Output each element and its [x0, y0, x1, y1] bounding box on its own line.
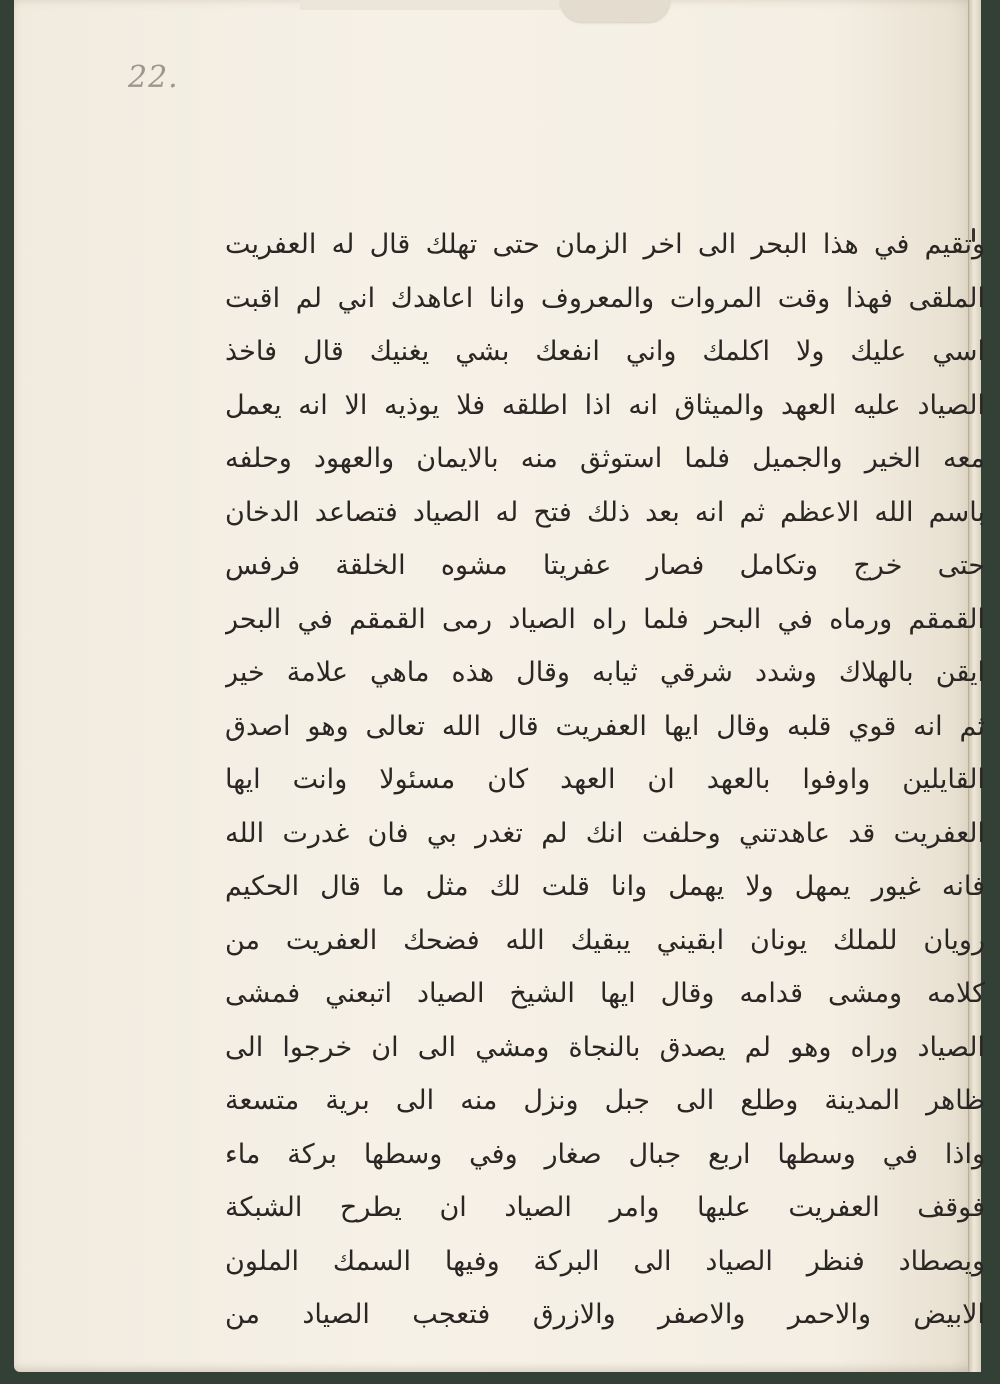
text-line: العفريت قد عاهدتني وحلفت انك لم تغدر بي فان غدرت الله: [225, 817, 985, 849]
text-line: واذا في وسطها اربع جبال صغار وفي وسطها بركة ماء: [225, 1138, 985, 1170]
text-line: باسم الله الاعظم ثم انه بعد ذلك فتح له الصياد فتصاعد الدخان: [225, 496, 985, 528]
text-line: كلامه ومشى قدامه وقال ايها الشيخ الصياد اتبعني فمشى: [225, 978, 985, 1009]
text-line: اسي عليك ولا اكلمك واني انفعك بشي يغنيك قال فاخذ: [225, 336, 985, 367]
text-line: ويصطاد فنظر الصياد الى البركة وفيها السمك الملون: [225, 1245, 985, 1277]
text-line: القمقم ورماه في البحر فلما راه الصياد رمى القمقم في البحر: [225, 603, 985, 635]
paper-tab: [560, 0, 670, 22]
text-line: رويان للملك يونان ابقيني يبقيك الله فضحك العفريت من: [225, 924, 985, 956]
folio-number: 22.: [128, 60, 179, 95]
text-line: ظاهر المدينة وطلع الى جبل ونزل منه الى برية متسعة: [225, 1085, 985, 1116]
text-line: ايقن بالهلاك وشدد شرقي ثيابه وقال هذه ماهي علامة خير: [225, 657, 985, 688]
text-line: فانه غيور يمهل ولا يهمل وانا قلت لك مثل ما قال الحكيم: [225, 871, 985, 902]
text-line: الصياد وراه وهو لم يصدق بالنجاة ومشي الى ان خرجوا الى: [225, 1031, 985, 1063]
text-line: الملقى فهذا وقت المروات والمعروف وانا اعاهدك اني لم اقبت: [225, 282, 985, 314]
text-line: فوقف العفريت عليها وامر الصياد ان يطرح الشبكة: [225, 1192, 985, 1223]
page-top-edge: [300, 0, 560, 10]
text-line: ثم انه قوي قلبه وقال ايها العفريت قال الله تعالى وهو اصدق: [225, 710, 985, 742]
text-line: معه الخير والجميل فلما استوثق منه بالايمان والعهود وحلفه: [225, 443, 985, 474]
text-line: وتقيم في هذا البحر الى اخر الزمان حتى تهلك قال له العفريت: [225, 229, 985, 260]
text-line: الابيض والاحمر والاصفر والازرق فتعجب الصياد من: [225, 1299, 985, 1330]
text-line: حتى خرج وتكامل فصار عفريتا مشوه الخلقة فرفس: [225, 550, 985, 581]
text-line: الصياد عليه العهد والميثاق انه اذا اطلقه فلا يوذيه الا انه يعمل: [225, 389, 985, 421]
text-line: القايلين واوفوا بالعهد ان العهد كان مسئولا وانت ايها: [225, 764, 985, 795]
manuscript-text-block: [225, 218, 985, 1342]
